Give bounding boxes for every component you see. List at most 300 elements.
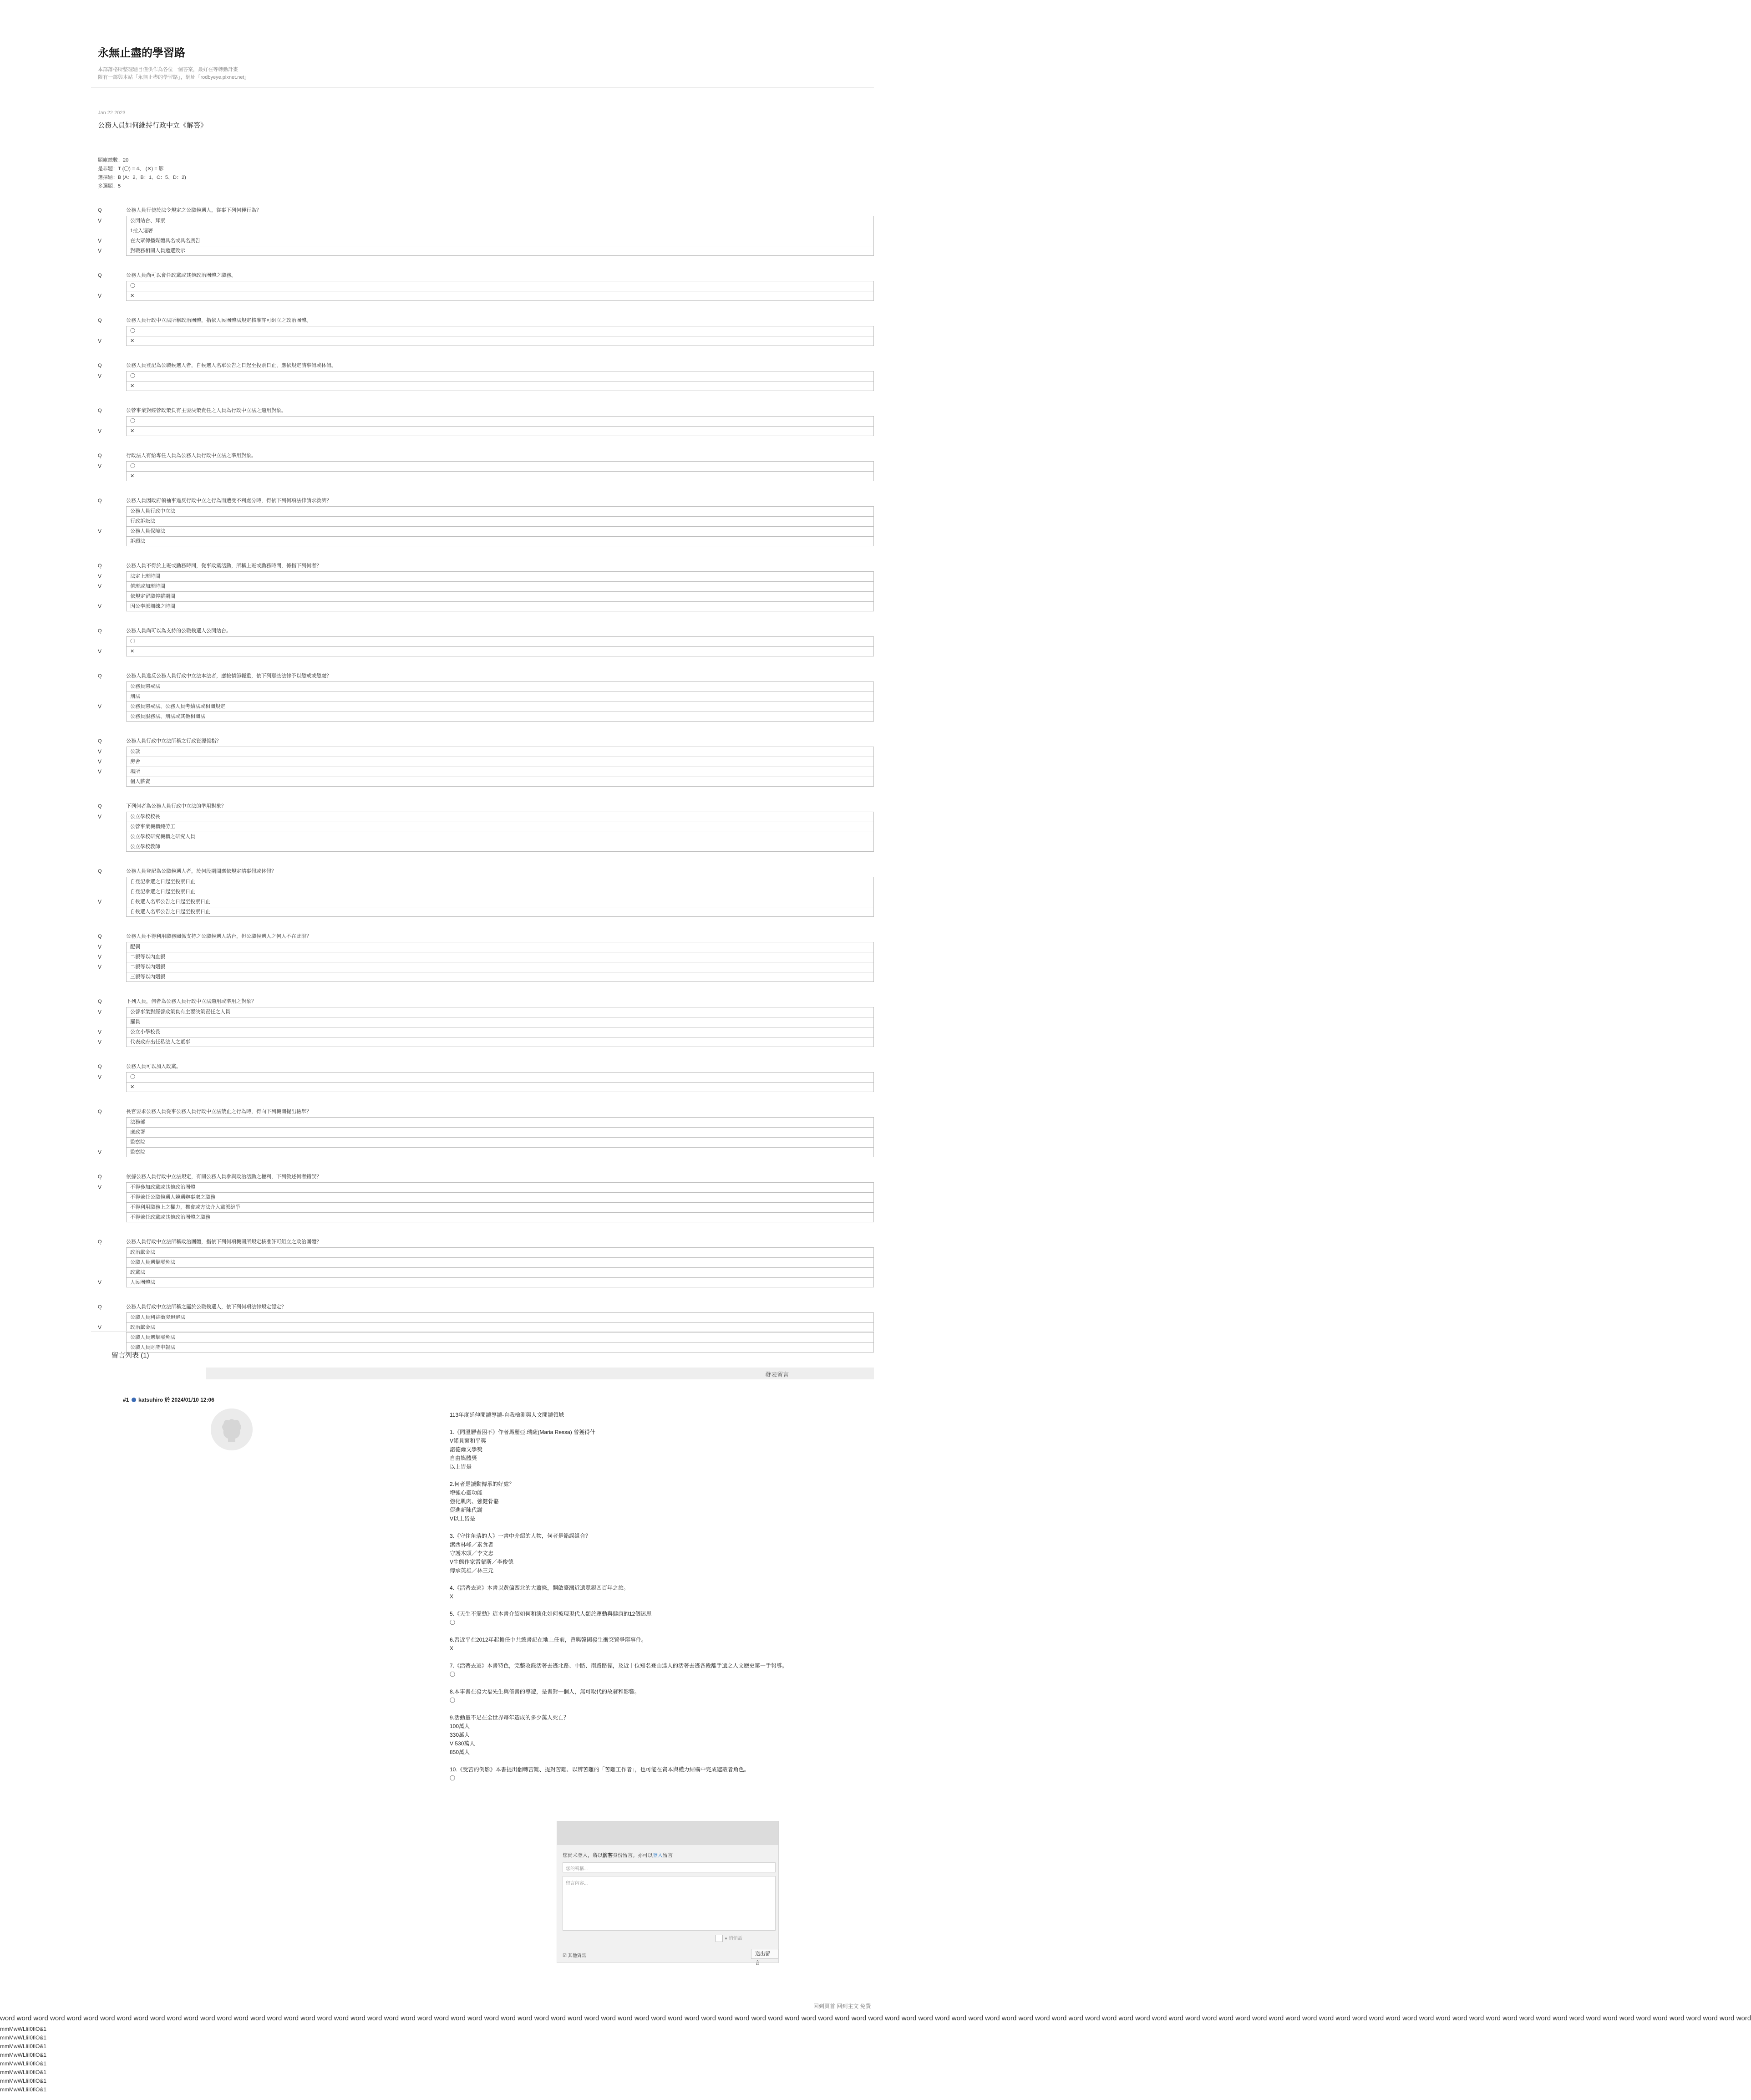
question-item bbox=[98, 271, 874, 301]
option-text: 公務員懲戒法 bbox=[126, 681, 874, 692]
question-marker: Q bbox=[98, 453, 102, 458]
option-text: 對職務相關人員邀選致示 bbox=[126, 246, 874, 256]
question-item bbox=[98, 1238, 874, 1287]
option-text: 依規定留職停薪期間 bbox=[126, 591, 874, 601]
answer-mark bbox=[98, 972, 117, 982]
option-row bbox=[98, 952, 874, 962]
option-text: 公款 bbox=[126, 747, 874, 757]
answer-mark bbox=[98, 1082, 117, 1092]
option-row bbox=[98, 581, 874, 591]
answer-mark: V bbox=[98, 1009, 102, 1015]
option-list bbox=[98, 371, 874, 391]
option-list bbox=[98, 1007, 874, 1047]
answer-mark bbox=[98, 1247, 117, 1257]
option-list bbox=[98, 216, 874, 256]
option-row bbox=[98, 326, 874, 336]
comment-line: 8.本事書在發大福先生與倍書的導遊，是書對一個人，無可取代的故發和影響。 bbox=[450, 1688, 640, 1695]
option-text: 公營事業機構純勞工 bbox=[126, 822, 874, 832]
option-list bbox=[98, 416, 874, 436]
post-article bbox=[98, 110, 874, 1368]
option-list bbox=[98, 747, 874, 787]
answer-mark: V bbox=[98, 428, 102, 434]
option-text: 公職人員利益衝突迴避法 bbox=[126, 1312, 874, 1322]
comment-line: 強化肌肉、強健骨骼 bbox=[450, 1498, 499, 1505]
option-row bbox=[98, 747, 874, 757]
question-item bbox=[98, 737, 874, 787]
option-text: 公務人員保障法 bbox=[126, 526, 874, 536]
blog-title[interactable]: 永無止盡的學習路 bbox=[98, 47, 185, 59]
question-item bbox=[98, 452, 874, 481]
comment-datetime: 於 2024/01/10 12:06 bbox=[164, 1397, 214, 1403]
question-item bbox=[98, 1108, 874, 1157]
question-marker: Q bbox=[98, 1064, 102, 1069]
comment-line: X bbox=[450, 1593, 454, 1600]
question-text: 公務人員不得於上班或勤務時間，從事政黨活動，所稱上班或勤務時間，係指下列何者？ bbox=[126, 563, 321, 569]
option-text: 〇 bbox=[126, 1072, 874, 1082]
answer-mark bbox=[98, 681, 117, 692]
option-text: ✕ bbox=[126, 471, 874, 481]
option-text: 法務部 bbox=[126, 1117, 874, 1127]
option-text: 自登記參選之日起至投票日止 bbox=[126, 887, 874, 897]
login-note-text: 您尚未登入，將以 bbox=[563, 1853, 603, 1858]
option-text: 公營事業對經營政策負有主要決策責任之人員 bbox=[126, 1007, 874, 1017]
question-row bbox=[98, 627, 874, 635]
option-row bbox=[98, 1037, 874, 1047]
option-text: 〇 bbox=[126, 416, 874, 426]
option-text: ✕ bbox=[126, 646, 874, 656]
option-row bbox=[98, 291, 874, 301]
question-item bbox=[98, 672, 874, 722]
option-row bbox=[98, 757, 874, 767]
option-row bbox=[98, 1027, 874, 1037]
answer-mark bbox=[98, 516, 117, 526]
comment-line: 5.《天生不愛動》這本書介紹如何和演化如何被現現代人類於運動與健康的12個迷思 bbox=[450, 1611, 652, 1617]
option-text: 法定上班時間 bbox=[126, 571, 874, 581]
question-marker: Q bbox=[98, 1239, 102, 1245]
option-text: 二親等以內姻親 bbox=[126, 962, 874, 972]
option-row bbox=[98, 1192, 874, 1202]
question-marker: Q bbox=[98, 408, 102, 413]
comment-line: 6.習近平在2012年起擔任中共總書記在地上任前，曾與韓國發生衝突貿爭辯事件。 bbox=[450, 1637, 647, 1643]
option-row bbox=[98, 887, 874, 897]
post-meta bbox=[98, 156, 874, 191]
comment-line: V以上皆是 bbox=[450, 1515, 476, 1522]
answer-mark bbox=[98, 842, 117, 852]
comment-line: 諾德爾文學獎 bbox=[450, 1446, 483, 1453]
option-text: ✕ bbox=[126, 1082, 874, 1092]
option-text: 〇 bbox=[126, 636, 874, 646]
option-text: 不得利用職務上之權力，機會或方法介入黨派紛爭 bbox=[126, 1202, 874, 1212]
option-row bbox=[98, 461, 874, 471]
comment-number: #1 bbox=[123, 1397, 129, 1403]
answer-mark: V bbox=[98, 1029, 102, 1035]
option-text: 不得兼任政黨或其他政治團體之職務 bbox=[126, 1212, 874, 1222]
option-list bbox=[98, 1072, 874, 1092]
private-option[interactable] bbox=[716, 1934, 742, 1942]
question-text: 公務人員不得利用職務關係支持之公職候選人站台，但公職候選人之何人不在此限？ bbox=[126, 934, 311, 939]
option-row bbox=[98, 822, 874, 832]
option-text: 公立學校教師 bbox=[126, 842, 874, 852]
question-item bbox=[98, 361, 874, 391]
comment-paragraph bbox=[450, 1662, 859, 1679]
question-text: 公務人員行使於法令規定之公職候選人，從事下列何種行為？ bbox=[126, 208, 261, 213]
answer-mark: V bbox=[98, 1324, 102, 1331]
comment-line: 3.《守住角落的人》一書中介紹的人物，何者是錯誤組合？ bbox=[450, 1533, 591, 1539]
question-item bbox=[98, 562, 874, 611]
answer-mark bbox=[98, 1117, 117, 1127]
option-text: 房舍 bbox=[126, 757, 874, 767]
answer-mark: V bbox=[98, 748, 102, 755]
option-row bbox=[98, 246, 874, 256]
leave-comment-link[interactable]: 發表留言 bbox=[765, 1371, 789, 1378]
option-text: 二親等以內血親 bbox=[126, 952, 874, 962]
option-text: 行政訴訟法 bbox=[126, 516, 874, 526]
answer-mark bbox=[98, 1127, 117, 1137]
question-marker: Q bbox=[98, 498, 102, 503]
font-test-lines bbox=[0, 2025, 46, 2094]
question-marker: Q bbox=[98, 803, 102, 809]
question-text: 行政法人有給專任人員為公務人員行政中立法之準用對象。 bbox=[126, 453, 256, 458]
name-input[interactable]: 您的稱稱... bbox=[563, 1862, 776, 1872]
comment-line: 〇 bbox=[450, 1619, 456, 1626]
lock-icon: ● bbox=[725, 1936, 728, 1941]
option-list bbox=[98, 877, 874, 917]
footer-links[interactable]: 回到頁首 回到主文 免費 bbox=[813, 2003, 871, 2009]
option-row bbox=[98, 972, 874, 982]
question-list bbox=[98, 206, 874, 1353]
option-text: 公職人員財產申報法 bbox=[126, 1342, 874, 1353]
submit-comment-button[interactable]: 送出留言 bbox=[751, 1949, 778, 1959]
option-row bbox=[98, 281, 874, 291]
option-row bbox=[98, 226, 874, 236]
option-row bbox=[98, 1017, 874, 1027]
option-row bbox=[98, 842, 874, 852]
answer-mark: V bbox=[98, 1279, 102, 1286]
option-row bbox=[98, 1267, 874, 1277]
answer-mark: V bbox=[98, 964, 102, 970]
comment-line: 330萬人 bbox=[450, 1732, 470, 1738]
option-text: 廉政署 bbox=[126, 1127, 874, 1137]
option-list bbox=[98, 571, 874, 611]
answer-mark bbox=[98, 1312, 117, 1322]
comment-paragraph bbox=[450, 1688, 859, 1705]
meta-line: 題庫總數：20 bbox=[98, 158, 129, 163]
answer-mark: V bbox=[98, 603, 102, 610]
answer-mark: V bbox=[98, 768, 102, 775]
option-list bbox=[98, 942, 874, 982]
question-marker: Q bbox=[98, 208, 102, 213]
more-info-toggle[interactable]: ☑ 其他資訊 bbox=[563, 1953, 586, 1958]
question-item bbox=[98, 627, 874, 656]
comments-title: 留言列表 (1) bbox=[112, 1352, 149, 1359]
option-text: 自候選人名單公告之日起至投票日止 bbox=[126, 907, 874, 917]
option-text: 因公奉派訓練之時間 bbox=[126, 601, 874, 611]
meta-line: 多選題：5 bbox=[98, 183, 121, 189]
option-row bbox=[98, 416, 874, 426]
comment-line: 9.活動量不足在全世界每年造成的多少萬人死亡？ bbox=[450, 1714, 569, 1721]
font-test-line: mmMwWLliI0fiO&1 bbox=[0, 2086, 47, 2093]
question-marker: Q bbox=[98, 1174, 102, 1180]
option-row bbox=[98, 942, 874, 952]
question-marker: Q bbox=[98, 1304, 102, 1310]
question-row bbox=[98, 206, 874, 214]
option-list bbox=[98, 681, 874, 722]
answer-mark bbox=[98, 822, 117, 832]
answer-mark bbox=[98, 591, 117, 601]
answer-mark: V bbox=[98, 238, 102, 244]
question-text: 公務人員行政中立法所稱政治團體，指依下列何項機關所規定核准許可組立之政治團體？ bbox=[126, 1239, 321, 1245]
option-row bbox=[98, 1137, 874, 1147]
meta-line: 選擇題：B (A：2、B：1、C：5、D：2) bbox=[98, 175, 186, 180]
question-marker: Q bbox=[98, 934, 102, 939]
answer-mark: V bbox=[98, 528, 102, 534]
option-row bbox=[98, 1007, 874, 1017]
answer-mark: V bbox=[98, 1184, 102, 1190]
question-text: 公務人員可以加入政黨。 bbox=[126, 1064, 181, 1069]
option-row bbox=[98, 646, 874, 656]
question-row bbox=[98, 672, 874, 680]
option-text: 公職人員選舉罷免法 bbox=[126, 1257, 874, 1267]
option-text: 不得兼任公職候選人競選辦事處之職務 bbox=[126, 1192, 874, 1202]
option-row bbox=[98, 381, 874, 391]
private-checkbox[interactable] bbox=[716, 1935, 723, 1942]
option-row bbox=[98, 216, 874, 226]
option-text: 公立小學校長 bbox=[126, 1027, 874, 1037]
question-text: 公務人員尚可以為支持的公職候選人公開站台。 bbox=[126, 628, 231, 634]
header-divider bbox=[91, 87, 874, 88]
option-row bbox=[98, 1257, 874, 1267]
option-row bbox=[98, 1082, 874, 1092]
guest-label: 訪客 bbox=[603, 1853, 613, 1858]
answer-mark: V bbox=[98, 218, 102, 224]
option-row bbox=[98, 777, 874, 787]
question-text: 公務人員登記為公職候選人者，自候選人名單公告之日起至投票日止，應依規定請事假或休假。 bbox=[126, 363, 336, 368]
question-row bbox=[98, 1238, 874, 1246]
comment-paragraph bbox=[450, 1480, 859, 1523]
answer-mark: V bbox=[98, 758, 102, 765]
option-row bbox=[98, 601, 874, 611]
option-text: 政治獻金法 bbox=[126, 1322, 874, 1332]
blog-description-line: 限有一部與本站「永無止盡的學習路」，網址「rodbyeye.pixnet.net」 bbox=[98, 75, 249, 80]
question-marker: Q bbox=[98, 673, 102, 679]
question-row bbox=[98, 271, 874, 280]
login-note-text: 留言 bbox=[663, 1853, 673, 1858]
answer-mark bbox=[98, 1202, 117, 1212]
comment-paragraph bbox=[450, 1532, 859, 1575]
comment-line: 10.《受苦的倒影》本書提出翻轉苦難、提對苦難、以辨苦難的「苦難工作者」，也可能在資本與權力結構中完成遮蔽者角色。 bbox=[450, 1766, 750, 1773]
option-list bbox=[98, 326, 874, 346]
answer-mark bbox=[98, 416, 117, 426]
comment-line: 促進新陳代謝 bbox=[450, 1507, 483, 1513]
question-row bbox=[98, 562, 874, 570]
question-text: 公務人員行政中立法所稱之行政資源係指？ bbox=[126, 738, 221, 744]
question-row bbox=[98, 1303, 874, 1311]
comment-line: 4.《活著去逃》本書以黃偏西北的大蕭條，開啟臺灣近遺眾親四百年之旅。 bbox=[450, 1585, 629, 1591]
answer-mark bbox=[98, 1332, 117, 1342]
question-item bbox=[98, 997, 874, 1047]
option-row bbox=[98, 1117, 874, 1127]
option-text: 〇 bbox=[126, 326, 874, 336]
option-text: 1拉入連署 bbox=[126, 226, 874, 236]
option-text: 公務員懲戒法、公務人員考績法或相關規定 bbox=[126, 702, 874, 712]
comment-paragraph bbox=[450, 1428, 859, 1471]
option-row bbox=[98, 1202, 874, 1212]
option-row bbox=[98, 712, 874, 722]
question-item bbox=[98, 206, 874, 256]
question-row bbox=[98, 932, 874, 941]
question-text: 依據公務人員行政中立法規定，有關公務人員參與政治活動之權利，下列敘述何者錯誤？ bbox=[126, 1174, 321, 1180]
comments-divider bbox=[91, 1331, 874, 1332]
comment-line: 〇 bbox=[450, 1775, 456, 1781]
option-row bbox=[98, 471, 874, 481]
answer-mark bbox=[98, 636, 117, 646]
option-row bbox=[98, 812, 874, 822]
font-test-line: mmMwWLliI0fiO&1 bbox=[0, 2078, 47, 2084]
answer-mark bbox=[98, 471, 117, 481]
font-test-words bbox=[0, 2014, 1751, 2023]
login-note bbox=[563, 1851, 673, 1859]
answer-mark bbox=[98, 536, 117, 546]
answer-mark: V bbox=[98, 954, 102, 960]
option-row bbox=[98, 236, 874, 246]
login-note-text: 身份留言。亦可以 bbox=[613, 1853, 653, 1858]
meta-line: 是非題：T (〇) = 4、 (✕) = 影 bbox=[98, 166, 164, 172]
default-avatar-icon bbox=[211, 1408, 253, 1450]
question-marker: Q bbox=[98, 273, 102, 278]
option-text: 代表政府出任私法人之董事 bbox=[126, 1037, 874, 1047]
answer-mark: V bbox=[98, 1149, 102, 1155]
question-item bbox=[98, 867, 874, 917]
option-row bbox=[98, 336, 874, 346]
answer-mark bbox=[98, 1257, 117, 1267]
comment-textarea[interactable]: 留言內容... bbox=[563, 1876, 776, 1931]
font-test-line: mmMwWLliI0fiO&1 bbox=[0, 2043, 47, 2049]
option-text: ✕ bbox=[126, 426, 874, 436]
option-text: 自登記參選之日起至投票日止 bbox=[126, 877, 874, 887]
option-text: 公務員服務法、刑法或其他相關法 bbox=[126, 712, 874, 722]
answer-mark: V bbox=[98, 899, 102, 905]
comment-line: 100萬人 bbox=[450, 1723, 470, 1729]
font-test-line: mmMwWLliI0fiO&1 bbox=[0, 2026, 47, 2032]
option-text: 刑法 bbox=[126, 692, 874, 702]
answer-mark: V bbox=[98, 648, 102, 655]
blog-header bbox=[98, 44, 874, 81]
blog-description-line: 本部落格所整理題目僅供作為各位一個答案，最好在等轉動計畫 bbox=[98, 67, 238, 72]
user-icon bbox=[132, 1398, 136, 1402]
question-row bbox=[98, 361, 874, 370]
option-text: 場所 bbox=[126, 767, 874, 777]
answer-mark bbox=[98, 1267, 117, 1277]
option-list bbox=[98, 281, 874, 301]
option-text: 人民團體法 bbox=[126, 1277, 874, 1287]
question-row bbox=[98, 1063, 874, 1071]
comment-line: 〇 bbox=[450, 1671, 456, 1678]
login-link[interactable]: 登入 bbox=[653, 1853, 663, 1858]
option-text: 公職人員選舉罷免法 bbox=[126, 1332, 874, 1342]
option-row bbox=[98, 1127, 874, 1137]
option-text: 訴願法 bbox=[126, 536, 874, 546]
option-list bbox=[98, 1247, 874, 1287]
post-title[interactable]: 公務人員如何維持行政中立《解答》 bbox=[98, 122, 208, 129]
comment-line: 守護木頭／李文忠 bbox=[450, 1550, 494, 1556]
comment-line: V諾貝爾和平獎 bbox=[450, 1438, 487, 1444]
option-text: 自候選人名單公告之日起至投票日止 bbox=[126, 897, 874, 907]
comments-section bbox=[112, 1350, 874, 1781]
option-row bbox=[98, 832, 874, 842]
question-text: 公務人員行政中立法所稱之屬於公職候選人，依下列何項法律規定認定？ bbox=[126, 1304, 286, 1310]
option-text: 〇 bbox=[126, 281, 874, 291]
question-text: 公務人員因政府領袖事違反行政中立之行為而遭受不利處分時，得依下列何項法律請求救濟？ bbox=[126, 498, 331, 503]
post-date: Jan 22 2023 bbox=[98, 110, 126, 116]
comment-line: X bbox=[450, 1645, 454, 1652]
question-marker: Q bbox=[98, 738, 102, 744]
option-row bbox=[98, 371, 874, 381]
question-item bbox=[98, 407, 874, 436]
answer-mark bbox=[98, 1017, 117, 1027]
comment-author[interactable]: katsuhiro bbox=[138, 1397, 163, 1403]
option-text: 〇 bbox=[126, 371, 874, 381]
option-text: 值班或加班時間 bbox=[126, 581, 874, 591]
answer-mark: V bbox=[98, 583, 102, 590]
font-test-line: mmMwWLliI0fiO&1 bbox=[0, 2052, 47, 2058]
answer-mark: V bbox=[98, 463, 102, 469]
answer-mark bbox=[98, 877, 117, 887]
answer-mark: V bbox=[98, 248, 102, 254]
option-row bbox=[98, 897, 874, 907]
blog-description bbox=[98, 66, 874, 81]
question-marker: Q bbox=[98, 1109, 102, 1114]
option-text: ✕ bbox=[126, 291, 874, 301]
option-text: 監察院 bbox=[126, 1137, 874, 1147]
answer-mark: V bbox=[98, 373, 102, 379]
comment-line: 7.《活著去逃》本書特色，完整收錄活著去逃北路、中路、南路路徑，及近十位知名登山達人的活著去逃各段離手遺之人文歷史第一手報導。 bbox=[450, 1663, 788, 1669]
option-text: 公開站台、拜票 bbox=[126, 216, 874, 226]
option-text: 政黨法 bbox=[126, 1267, 874, 1277]
question-text: 公務人員違反公務人員行政中立法本法者，應按情節輕重，依下列那些法律予以懲戒或懲處？ bbox=[126, 673, 331, 679]
comment-line: 〇 bbox=[450, 1697, 456, 1703]
question-row bbox=[98, 452, 874, 460]
answer-mark bbox=[98, 777, 117, 787]
option-row bbox=[98, 1277, 874, 1287]
question-row bbox=[98, 407, 874, 415]
answer-mark bbox=[98, 326, 117, 336]
question-item bbox=[98, 1173, 874, 1222]
avatar bbox=[211, 1408, 253, 1450]
question-row bbox=[98, 1108, 874, 1116]
words-line: word word word word word word word word word word word word word word word word word word word word word word word word word word word word word word word word word word word word word word word word word word word word word word word word word word word word word word word word word word word word word word word word word word word word word word word word word word word word word word word word word word word word word word word word word word word word word word word word word word word word word word word word word bbox=[0, 2014, 1751, 2022]
option-list bbox=[98, 1117, 874, 1157]
comment-line: 自由媒體獎 bbox=[450, 1455, 477, 1461]
question-text: 公營事業對經營政策負有主要決策責任之人員為行政中立法之適用對象。 bbox=[126, 408, 286, 413]
option-text: ✕ bbox=[126, 381, 874, 391]
comment-paragraph bbox=[450, 1765, 859, 1783]
question-marker: Q bbox=[98, 628, 102, 634]
option-list bbox=[98, 1182, 874, 1222]
comment-line: V生態作家雷蒙斯／李俊德 bbox=[450, 1559, 514, 1565]
option-list bbox=[98, 636, 874, 656]
comment-line: 傳承英雄／林三元 bbox=[450, 1567, 494, 1574]
question-row bbox=[98, 802, 874, 810]
question-item bbox=[98, 802, 874, 852]
option-row bbox=[98, 877, 874, 887]
answer-mark bbox=[98, 907, 117, 917]
option-text: 公務人員行政中立法 bbox=[126, 506, 874, 516]
question-item bbox=[98, 316, 874, 346]
answer-mark bbox=[98, 887, 117, 897]
comment-line: 以上皆是 bbox=[450, 1464, 472, 1470]
leave-comment-bar[interactable] bbox=[206, 1368, 874, 1379]
font-test-line: mmMwWLliI0fiO&1 bbox=[0, 2069, 47, 2075]
